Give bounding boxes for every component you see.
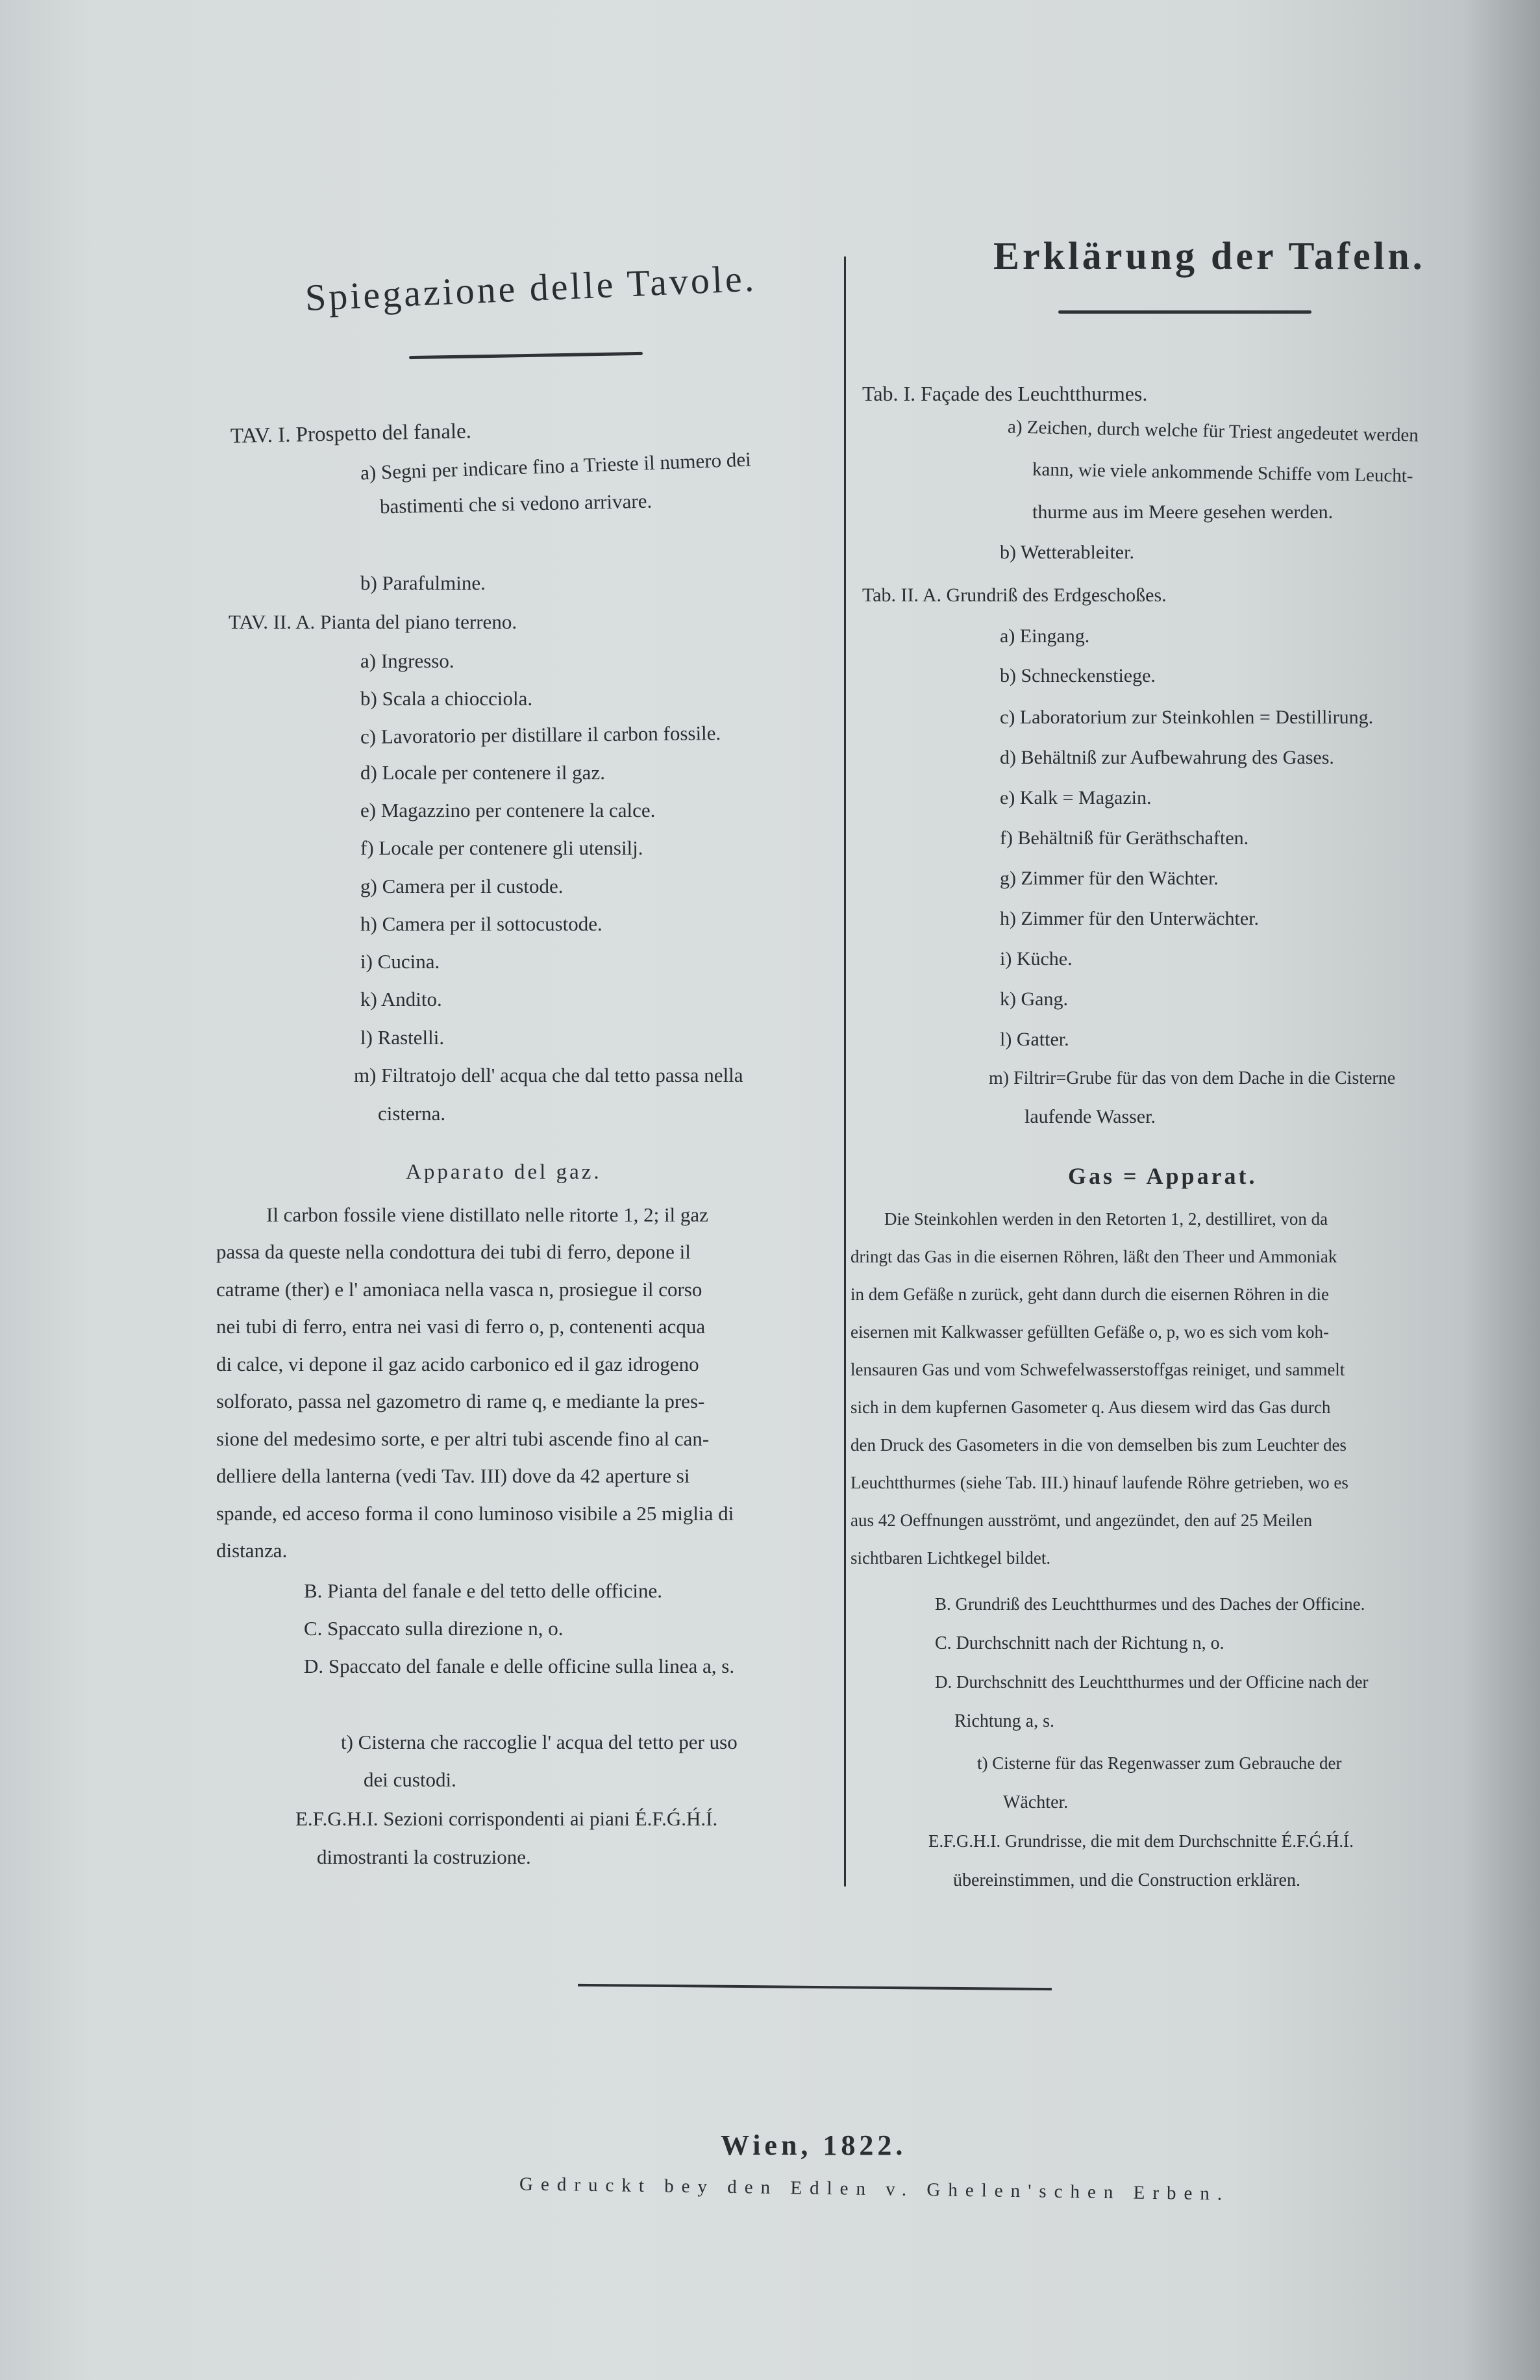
de-line: c) Laboratorium zur Steinkohlen = Destillirung. — [1000, 707, 1374, 728]
german-title-rule — [1058, 310, 1311, 314]
it-line: a) Segni per indicare fino a Trieste il numero dei — [360, 447, 752, 484]
de-line: e) Kalk = Magazin. — [1000, 787, 1152, 808]
de-line: E.F.G.H.I. Grundrisse, die mit dem Durchschnitte É.F.Ǵ.H́.Í. — [928, 1831, 1354, 1851]
de-line: kann, wie viele ankommende Schiffe vom Leucht- — [1032, 458, 1413, 487]
italian-title-rule — [409, 352, 643, 359]
it-line: m) Filtratojo dell' acqua che dal tetto passa nella — [354, 1064, 743, 1086]
de-paragraph-line: Leuchtthurmes (siehe Tab. III.) hinauf laufende Röhre getrieben, wo es — [851, 1473, 1348, 1492]
it-line: b) Parafulmine. — [360, 571, 486, 594]
de-line: a) Zeichen, durch welche für Triest angedeutet werden — [1007, 416, 1419, 446]
it-line: t) Cisterna che raccoglie l' acqua del tetto per uso — [341, 1731, 738, 1753]
it-line: dimostranti la costruzione. — [317, 1846, 531, 1868]
it-line: bastimenti che si vedono arrivare. — [379, 489, 652, 518]
it-line: f) Locale per contenere gli utensilj. — [360, 836, 643, 859]
it-paragraph-line: delliere della lanterna (vedi Tav. III) dove da 42 aperture si — [216, 1464, 690, 1487]
de-line: d) Behältniß zur Aufbewahrung des Gases. — [1000, 747, 1334, 768]
it-line: B. Pianta del fanale e del tetto delle officine. — [304, 1579, 663, 1602]
de-paragraph-line: Die Steinkohlen werden in den Retorten 1, 2, destilliret, von da — [884, 1209, 1328, 1229]
de-line: m) Filtrir=Grube für das von dem Dache in die Cisterne — [989, 1068, 1396, 1088]
it-line: l) Rastelli. — [360, 1026, 445, 1049]
de-line: laufende Wasser. — [1025, 1106, 1156, 1127]
de-paragraph-line: aus 42 Oeffnungen ausströmt, und angezündet, den auf 25 Meilen — [851, 1510, 1313, 1530]
it-line: d) Locale per contenere il gaz. — [360, 761, 605, 784]
it-paragraph-line: Il carbon fossile viene distillato nelle ritorte 1, 2; il gaz — [266, 1203, 708, 1226]
it-line: C. Spaccato sulla direzione n, o. — [304, 1617, 564, 1640]
de-paragraph-line: in dem Gefäße n zurück, geht dann durch die eisernen Röhren in die — [851, 1284, 1329, 1304]
it-line: TAV. I. Prospetto del fanale. — [230, 420, 472, 448]
de-paragraph-line: den Druck des Gasometers in die von demselben bis zum Leuchter des — [851, 1435, 1347, 1455]
it-paragraph-line: di calce, vi depone il gaz acido carbonico ed il gaz idrogeno — [216, 1353, 699, 1375]
it-subheading: Apparato del gaz. — [406, 1160, 602, 1184]
it-paragraph-line: nei tubi di ferro, entra nei vasi di ferro o, p, contenenti acqua — [216, 1315, 706, 1338]
de-line: a) Eingang. — [1000, 625, 1090, 647]
footer-rule — [578, 1984, 1052, 1990]
de-paragraph-line: lensauren Gas und vom Schwefelwasserstoffgas reiniget, und sammelt — [851, 1360, 1345, 1379]
de-line: D. Durchschnitt des Leuchtthurmes und der Officine nach der — [935, 1672, 1369, 1692]
de-line: Wächter. — [1003, 1792, 1069, 1812]
it-paragraph-line: solforato, passa nel gazometro di rame q, e mediante la pres- — [216, 1390, 705, 1412]
de-line: h) Zimmer für den Unterwächter. — [1000, 908, 1260, 929]
de-line: übereinstimmen, und die Construction erklären. — [953, 1870, 1300, 1890]
it-line: D. Spaccato del fanale e delle officine sulla linea a, s. — [304, 1655, 735, 1677]
it-paragraph-line: passa da queste nella condottura dei tubi di ferro, depone il — [216, 1240, 691, 1263]
de-line: f) Behältniß für Geräthschaften. — [1000, 827, 1249, 849]
it-paragraph-line: distanza. — [216, 1539, 288, 1562]
de-line: i) Küche. — [1000, 948, 1073, 970]
de-line: Tab. II. A. Grundriß des Erdgeschoßes. — [862, 584, 1167, 606]
it-line: E.F.G.H.I. Sezioni corrispondenti ai piani É.F.Ǵ.H́.Í. — [295, 1807, 718, 1830]
page-edge-shadow — [1462, 0, 1540, 2380]
it-line: a) Ingresso. — [360, 649, 454, 672]
it-paragraph-line: catrame (ther) e l' amoniaca nella vasca n, prosiegue il corso — [216, 1278, 702, 1301]
it-line: TAV. II. A. Pianta del piano terreno. — [229, 610, 517, 633]
it-line: cisterna. — [378, 1102, 446, 1125]
it-line: c) Lavoratorio per distillare il carbon fossile. — [360, 721, 721, 748]
italian-title: Spiegazione delle Tavole. — [304, 257, 758, 319]
it-paragraph-line: spande, ed acceso forma il cono luminoso visibile a 25 miglia di — [216, 1502, 734, 1525]
de-line: l) Gatter. — [1000, 1029, 1069, 1050]
de-line: k) Gang. — [1000, 988, 1068, 1010]
it-paragraph-line: sione del medesimo sorte, e per altri tubi ascende fino al can- — [216, 1427, 710, 1450]
de-line: B. Grundriß des Leuchtthurmes und des Daches der Officine. — [935, 1594, 1365, 1614]
de-line: thurme aus im Meere gesehen werden. — [1032, 501, 1334, 523]
de-line: Richtung a, s. — [954, 1711, 1054, 1731]
it-line: dei custodi. — [364, 1768, 456, 1791]
de-paragraph-line: eisernen mit Kalkwasser gefüllten Gefäße o, p, wo es sich vom koh- — [851, 1322, 1330, 1342]
de-line: C. Durchschnitt nach der Richtung n, o. — [935, 1633, 1224, 1653]
de-line: t) Cisterne für das Regenwasser zum Gebrauche der — [977, 1753, 1342, 1773]
it-line: g) Camera per il custode. — [360, 875, 564, 897]
de-paragraph-line: sichtbaren Lichtkegel bildet. — [851, 1548, 1051, 1568]
footer-city-date: Wien, 1822. — [721, 2129, 907, 2161]
de-line: g) Zimmer für den Wächter. — [1000, 868, 1219, 889]
it-line: b) Scala a chiocciola. — [360, 687, 533, 710]
it-line: h) Camera per il sottocustode. — [360, 912, 602, 935]
de-line: Tab. I. Façade des Leuchtthurmes. — [862, 382, 1148, 405]
footer-printer: Gedruckt bey den Edlen v. Ghelen'schen Erben. — [519, 2173, 1230, 2205]
german-title: Erklärung der Tafeln. — [993, 234, 1426, 277]
de-paragraph-line: dringt das Gas in die eisernen Röhren, läßt den Theer und Ammoniak — [851, 1247, 1337, 1266]
de-line: b) Wetterableiter. — [1000, 542, 1134, 563]
de-line: b) Schneckenstiege. — [1000, 665, 1156, 686]
it-line: k) Andito. — [360, 988, 442, 1010]
it-line: i) Cucina. — [360, 950, 440, 973]
de-paragraph-line: sich in dem kupfernen Gasometer q. Aus diesem wird das Gas durch — [851, 1397, 1331, 1417]
de-subheading: Gas = Apparat. — [1068, 1163, 1258, 1189]
column-divider — [844, 257, 846, 1886]
it-line: e) Magazzino per contenere la calce. — [360, 799, 656, 821]
